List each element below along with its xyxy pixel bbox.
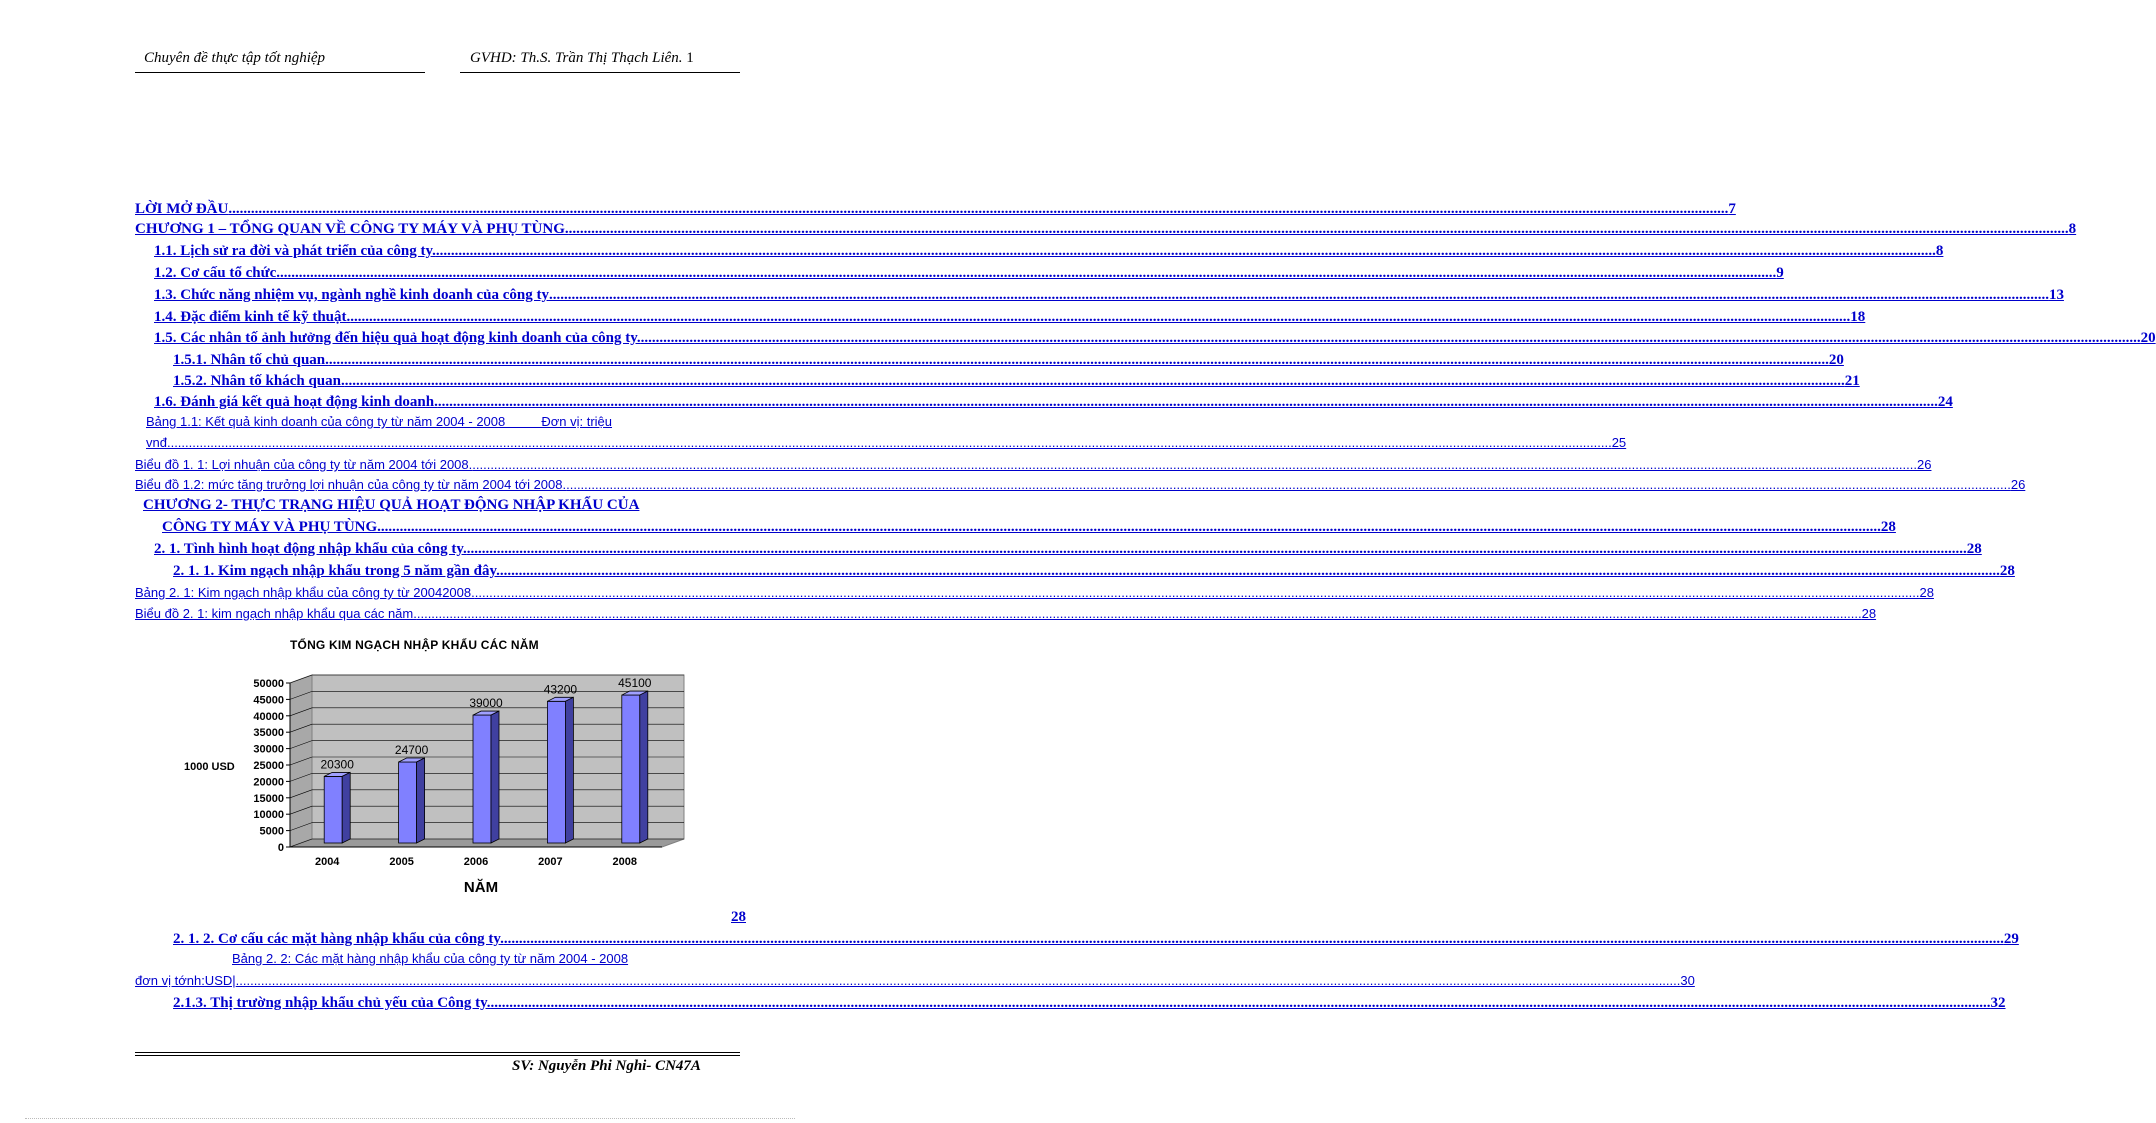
toc-entry[interactable] xyxy=(135,584,1934,602)
bar xyxy=(547,701,565,843)
toc-entry[interactable] xyxy=(173,930,2019,948)
toc-dot-leader: ................................................................................................................................................................................................................................................................................................................................................................................................................ xyxy=(276,265,1777,281)
toc-dot-leader: ................................................................................................................................................................................................................................................................................................................................................................................................................ xyxy=(548,287,2049,303)
toc-entry-page: 13 xyxy=(2048,287,2064,303)
toc-entry-title: LỜI MỞ ĐẦU xyxy=(135,201,229,217)
toc-dot-leader: ................................................................................................................................................................................................................................................................................................................................................................................................................ xyxy=(437,394,1938,410)
toc-entry-title: Biểu đồ 1. 1: Lợi nhuận của công ty từ năm 2004 tới 2008. xyxy=(135,457,473,472)
y-axis-label: 1000 USD xyxy=(184,761,235,773)
toc-entry-page: 28 xyxy=(1861,606,1877,621)
toc-entry-page: 26 xyxy=(1917,457,1932,472)
header-rule-right xyxy=(460,72,740,73)
toc-entry-title: đơn vị tớnh:USD| xyxy=(135,973,236,988)
toc-dot-leader: ................................................................................................................................................................................................................................................................................................................................................................................................................ xyxy=(435,243,1936,259)
toc-entry-page: 8 xyxy=(1935,243,1944,259)
bar xyxy=(622,695,640,843)
toc-entry-page: 28 xyxy=(1966,541,1982,557)
header-page-number: 1 xyxy=(686,50,694,66)
toc-entry-title: 2.1.3. Thị trường nhập khẩu chủ yếu của Công ty. xyxy=(173,995,491,1011)
toc-dot-leader: ................................................................................................................................................................................................................................................................................................................................................................................................................ xyxy=(166,435,1612,450)
bar-side xyxy=(640,691,648,843)
toc-entry[interactable] xyxy=(146,434,1627,452)
toc-dot-leader: ................................................................................................................................................................................................................................................................................................................................................................................................................ xyxy=(466,541,1967,557)
toc-entry-title: Biểu đồ 2. 1: kim ngạch nhập khẩu qua các năm. xyxy=(135,606,417,621)
toc-entry[interactable] xyxy=(135,605,1877,623)
toc-dot-leader: ................................................................................................................................................................................................................................................................................................................................................................................................................ xyxy=(472,457,1917,472)
toc-entry-page: 20 xyxy=(1828,352,1844,368)
toc-entry[interactable] xyxy=(162,518,1896,536)
page-bottom-border xyxy=(25,1118,795,1119)
y-tick-label: 40000 xyxy=(253,710,284,723)
x-axis-label: NĂM xyxy=(463,879,499,896)
toc-entry-title: Bảng 1.1: Kết quả kinh doanh của công ty từ năm 2004 - 2008 Đơn vị: triệu xyxy=(146,414,613,429)
toc-entry-title: 1.2. Cơ cấu tổ chức xyxy=(154,265,277,281)
toc-entry[interactable] xyxy=(173,994,2006,1012)
footer-student: SV: Nguyễn Phi Nghi- CN47A xyxy=(512,1058,701,1074)
data-label: 39000 xyxy=(469,696,503,711)
toc-dot-leader: ................................................................................................................................................................................................................................................................................................................................................................................................................ xyxy=(380,519,1881,535)
toc-entry[interactable] xyxy=(135,220,2077,238)
header-right xyxy=(470,50,694,67)
x-tick-label: 2005 xyxy=(389,856,414,868)
toc-entry[interactable] xyxy=(135,456,1932,474)
footer-rule-thin xyxy=(135,1055,740,1056)
data-label: 45100 xyxy=(618,676,652,691)
toc-dot-leader: ................................................................................................................................................................................................................................................................................................................................................................................................................ xyxy=(566,477,2011,492)
toc-entry-title: 2. 1. Tình hình hoạt động nhập khẩu của công ty. xyxy=(154,541,467,557)
toc-dot-leader: ................................................................................................................................................................................................................................................................................................................................................................................................................ xyxy=(640,330,2141,346)
bar-side xyxy=(491,711,499,843)
header-advisor: GVHD: Th.S. Trần Thị Thạch Liên. xyxy=(470,50,683,66)
data-label: 24700 xyxy=(394,742,429,757)
toc-entry-page: 24 xyxy=(1937,394,1953,410)
toc-dot-leader: ................................................................................................................................................................................................................................................................................................................................................................................................................ xyxy=(328,352,1829,368)
toc-entry-page: 28 xyxy=(731,909,746,925)
toc-entry-page: 26 xyxy=(2010,477,2026,492)
data-label: 43200 xyxy=(543,682,578,697)
toc-entry-title: 1.1. Lịch sử ra đời và phát triển của công ty. xyxy=(154,243,436,259)
y-tick-label: 15000 xyxy=(253,792,284,805)
toc-entry-title: 1.6. Đánh giá kết quả hoạt động kinh doanh. xyxy=(154,394,438,410)
toc-entry-title: CÔNG TY MÁY VÀ PHỤ TÙNG. xyxy=(162,519,381,535)
toc-entry[interactable] xyxy=(135,200,1736,218)
toc-entry-title: 1.5.1. Nhân tố chủ quan. xyxy=(173,352,329,368)
toc-dot-leader: ................................................................................................................................................................................................................................................................................................................................................................................................................ xyxy=(499,563,2000,579)
toc-entry-page: 30 xyxy=(1680,973,1695,988)
toc-entry-page: 9 xyxy=(1776,265,1784,281)
toc-entry[interactable] xyxy=(173,351,1844,369)
toc-entry[interactable] xyxy=(154,329,2156,347)
bar xyxy=(324,776,342,843)
toc-entry-title: CHƯƠNG 2- THỰC TRẠNG HIỆU QUẢ HOẠT ĐỘNG NHẬP KHẨU CỦA xyxy=(143,497,640,513)
toc-entry[interactable] xyxy=(173,372,1860,390)
bar-side xyxy=(417,758,425,843)
toc-entry-title: 2. 1. 2. Cơ cấu các mặt hàng nhập khẩu của công ty. xyxy=(173,931,504,947)
toc-entry-page: 28 xyxy=(1919,585,1934,600)
toc-entry-title: Biểu đồ 1.2: mức tăng trưởng lợi nhuận của công ty từ năm 2004 tới 2008. xyxy=(135,477,567,492)
toc-entry-title: 2. 1. 1. Kim ngạch nhập khẩu trong 5 năm gần đây. xyxy=(173,563,500,579)
y-tick-label: 30000 xyxy=(253,743,284,756)
y-tick-label: 20000 xyxy=(253,776,284,789)
toc-entry-title: Bảng 2. 1: Kim ngạch nhập khẩu của công ty từ 20042008. xyxy=(135,585,475,600)
data-label: 20300 xyxy=(320,757,354,772)
bar xyxy=(473,715,491,843)
toc-entry-page: 28 xyxy=(1880,519,1896,535)
toc-entry-title: vnđ xyxy=(146,435,167,450)
bar-side xyxy=(565,697,573,843)
toc-entry-page: 25 xyxy=(1611,435,1627,450)
toc-entry[interactable] xyxy=(154,242,1944,260)
footer-rule xyxy=(135,1052,740,1053)
toc-entry-title: Bảng 2. 2: Các mặt hàng nhập khẩu của công ty từ năm 2004 - 2008 xyxy=(232,951,629,966)
toc-dot-leader: ................................................................................................................................................................................................................................................................................................................................................................................................................ xyxy=(503,931,2004,947)
y-tick-label: 25000 xyxy=(253,760,284,772)
import-turnover-chart xyxy=(0,660,816,940)
toc-dot-leader: ................................................................................................................................................................................................................................................................................................................................................................................................................ xyxy=(235,973,1681,988)
toc-entry-title: 1.5. Các nhân tố ảnh hưởng đến hiệu quả hoạt động kinh doanh của công ty. xyxy=(154,330,641,346)
toc-entry-page: 7 xyxy=(1728,201,1736,217)
toc-entry-title: 1.4. Đặc điểm kinh tế kỹ thuật. xyxy=(154,309,351,325)
toc-entry[interactable] xyxy=(154,540,1982,558)
toc-dot-leader: ................................................................................................................................................................................................................................................................................................................................................................................................................ xyxy=(416,606,1862,621)
toc-dot-leader: ................................................................................................................................................................................................................................................................................................................................................................................................................ xyxy=(344,373,1845,389)
x-tick-label: 2008 xyxy=(612,856,638,868)
bar-side xyxy=(342,772,350,843)
toc-entry-page: 29 xyxy=(2003,931,2019,947)
y-tick-label: 10000 xyxy=(253,809,284,822)
toc-entry[interactable] xyxy=(232,950,816,968)
toc-entry-page: 21 xyxy=(1844,373,1860,389)
toc-entry-title: 1.5.2. Nhân tố khách quan. xyxy=(173,373,345,389)
toc-dot-leader: ................................................................................................................................................................................................................................................................................................................................................................................................................ xyxy=(474,585,1920,600)
toc-entry[interactable] xyxy=(154,264,1784,282)
y-tick-label: 50000 xyxy=(253,678,284,690)
toc-entry[interactable] xyxy=(173,562,2015,580)
y-tick-label: 5000 xyxy=(259,825,284,838)
toc-entry[interactable] xyxy=(135,476,2026,494)
toc-dot-leader: ................................................................................................................................................................................................................................................................................................................................................................................................................ xyxy=(568,221,2069,237)
toc-dot-leader: ................................................................................................................................................................................................................................................................................................................................................................................................................ xyxy=(228,201,1729,217)
toc-entry[interactable] xyxy=(143,496,738,514)
x-tick-label: 2004 xyxy=(314,856,340,868)
toc-entry-page: 8 xyxy=(2068,221,2077,237)
toc-entry-page: 20 xyxy=(2140,330,2156,346)
bar xyxy=(399,762,417,843)
toc-entry-title: CHƯƠNG 1 – TỔNG QUAN VỀ CÔNG TY MÁY VÀ PHỤ TÙNG. xyxy=(135,221,569,237)
toc-dot-leader: ................................................................................................................................................................................................................................................................................................................................................................................................................ xyxy=(350,309,1851,325)
x-tick-label: 2006 xyxy=(463,856,489,868)
toc-entry-page: 32 xyxy=(1990,995,2006,1011)
y-tick-label: 0 xyxy=(277,842,284,854)
toc-dot-leader: ................................................................................................................................................................................................................................................................................................................................................................................................................ xyxy=(490,995,1991,1011)
x-tick-label: 2007 xyxy=(538,856,563,868)
y-tick-label: 35000 xyxy=(253,727,284,740)
toc-entry[interactable] xyxy=(154,286,2064,304)
header-left: Chuyên đề thực tập tốt nghiệp xyxy=(144,50,326,66)
toc-entry[interactable] xyxy=(135,972,1695,990)
y-tick-label: 45000 xyxy=(253,694,284,707)
toc-entry[interactable] xyxy=(154,393,1953,411)
toc-entry-page: 18 xyxy=(1850,309,1866,325)
chart-title: TỔNG KIM NGẠCH NHẬP KHẨU CÁC NĂM xyxy=(290,638,539,652)
header-rule-left xyxy=(135,72,425,73)
toc-entry[interactable] xyxy=(154,308,1866,326)
toc-entry-title: 1.3. Chức năng nhiệm vụ, ngành nghề kinh doanh của công ty xyxy=(154,287,549,303)
toc-entry[interactable] xyxy=(700,908,746,926)
toc-entry[interactable] xyxy=(146,413,738,431)
toc-entry-page: 28 xyxy=(1999,563,2015,579)
